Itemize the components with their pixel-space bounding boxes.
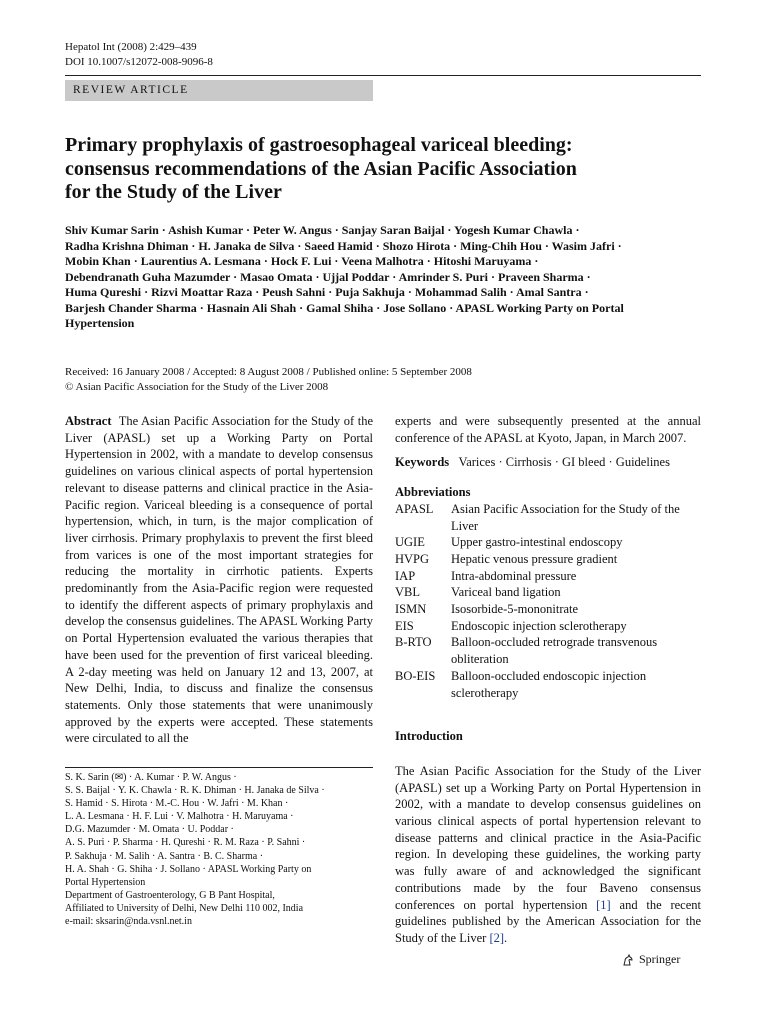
abbreviation: APASL: [395, 501, 434, 516]
abstract-left-column: [65, 413, 373, 747]
author-line: Huma Qureshi · Rizvi Moattar Raza · Peush Sahni · Puja Sakhuja · Mohammad Salih · Amal Santra ·: [65, 285, 589, 299]
abstract-continuation: experts and were subsequently presented at the annual conference of the APASL at Kyoto, Japan, in March 2007.: [395, 414, 701, 445]
keywords-label: Keywords: [395, 455, 450, 470]
abbreviation-definition: Endoscopic injection sclerotherapy: [451, 618, 627, 633]
abbreviation-item: [395, 601, 701, 618]
author-line: Hypertension: [65, 316, 135, 330]
title-line: consensus recommendations of the Asian Pacific Association: [65, 157, 577, 180]
reference-link-1[interactable]: [1]: [596, 897, 611, 912]
author-line: Debendranath Guha Mazumder · Masao Omata · Ujjal Poddar · Amrinder S. Puri · Praveen Sharma ·: [65, 269, 591, 284]
abbreviation: UGIE: [395, 535, 425, 550]
section-label: REVIEW ARTICLE: [65, 80, 373, 101]
intro-text-part: .: [504, 930, 508, 945]
abbreviation: BO-EIS: [395, 668, 436, 683]
journal-citation: Hepatol Int (2008) 2:429–439: [65, 41, 197, 53]
author-line: Radha Krishna Dhiman · H. Janaka de Silva · Saeed Hamid · Shozo Hirota · Ming-Chih Hou · Wasim Jafri ·: [65, 238, 622, 253]
abbreviations-list: [395, 501, 701, 701]
abbreviation-item: [395, 618, 701, 635]
publisher-name: Springer: [639, 952, 681, 966]
publisher-logo: [621, 952, 680, 967]
footnote-rule: [65, 767, 373, 768]
journal-header: [65, 40, 213, 70]
article-history: [65, 365, 705, 394]
abbreviation-item: [395, 551, 701, 568]
footnote-line: Department of Gastroenterology, G B Pant Hospital,: [65, 889, 275, 901]
abbreviation-definition: Asian Pacific Association for the Study of the Liver: [451, 501, 680, 533]
abbreviation: B-RTO: [395, 635, 432, 650]
abbreviation: ISMN: [395, 602, 427, 617]
introduction-heading: Introduction: [395, 729, 463, 744]
footnote-line: P. Sakhuja · M. Salih · A. Santra · B. C. Sharma ·: [65, 850, 264, 862]
title-line: Primary prophylaxis of gastroesophageal variceal bleeding:: [65, 134, 573, 156]
abbreviation-definition: Intra-abdominal pressure: [451, 568, 577, 583]
abbreviation-item: [395, 501, 701, 534]
author-line: Shiv Kumar Sarin · Ashish Kumar · Peter W. Angus · Sanjay Saran Baijal · Yogesh Kumar Chawla ·: [65, 223, 580, 237]
springer-horse-icon: [621, 953, 635, 967]
footnote-line: D.G. Mazumder · M. Omata · U. Poddar ·: [65, 824, 234, 836]
abbreviation-definition: Hepatic venous pressure gradient: [451, 551, 618, 566]
header-rule: [65, 75, 701, 76]
abbreviation-item: [395, 568, 701, 585]
author-line: Mobin Khan · Laurentius A. Lesmana · Hock F. Lui · Veena Malhotra · Hitoshi Maruyama ·: [65, 254, 539, 268]
keywords-text: Varices · Cirrhosis · GI bleed · Guidelines: [458, 455, 670, 470]
footnote-line: S. K. Sarin (✉) · A. Kumar · P. W. Angus ·: [65, 772, 237, 783]
abbreviation-definition: Isosorbide-5-mononitrate: [451, 602, 579, 617]
abbreviation: IAP: [395, 568, 416, 583]
article-title: [65, 134, 705, 205]
dates-line: Received: 16 January 2008 / Accepted: 8 August 2008 / Published online: 5 September 2008: [65, 366, 472, 378]
author-line: Barjesh Chander Sharma · Hasnain Ali Shah · Gamal Shiha · Jose Sollano · APASL Working Party on Portal: [65, 300, 624, 315]
intro-text-part: and the recent guidelines published by the American Association for the Study of the Liver: [395, 897, 701, 945]
reference-link-2[interactable]: [2]: [489, 930, 505, 945]
footnote-line: Affiliated to University of Delhi, New Delhi 110 002, India: [65, 902, 304, 914]
abstract-text: The Asian Pacific Association for the Study of the Liver (APASL) set up a Working Party on Portal Hypertension in 2002, with a mandate to develop consensus guidelines on various clinical aspects of portal hypertension relevant to disease patterns and clinical practice in the Asia-Pacific region. Variceal bleeding is a consequence of portal hypertension, which, in turn, is the major complication of liver cirrhosis. Primary prophylaxis to prevent the first bleed from varices is one of the most important strategies for reducing the mortality in cirrhotic patients. Experts predominantly from the Asia-Pacific region were requested to identify the different aspects of primary prophylaxis and develop the consensus guidelines. The APASL Working Party on Portal Hypertension evaluated the various therapies that have been used for the prevention of first variceal bleeding. A 2-day meeting was held on January 12 and 13, 2007, at New Delhi, India, to discuss and finalize the consensus statements. Only those statements that were unanimously approved by the experts were accepted. These statements were circulated to all the: [65, 414, 374, 746]
title-line: for the Study of the Liver: [65, 181, 282, 203]
footnote-line: A. S. Puri · P. Sharma · H. Qureshi · R. M. Raza · P. Sahni ·: [65, 837, 306, 849]
abbreviations-heading: Abbreviations: [395, 485, 471, 500]
abbreviation-item: [395, 534, 701, 551]
abbreviation-definition: Balloon-occluded retrograde transvenous obliteration: [451, 635, 658, 667]
abbreviation-definition: Balloon-occluded endoscopic injection sclerotherapy: [451, 668, 647, 700]
abbreviation-item: [395, 634, 701, 667]
affiliation-footnote: [65, 771, 373, 928]
footnote-line: H. A. Shah · G. Shiha · J. Sollano · APASL Working Party on: [65, 863, 312, 875]
footnote-line: S. S. Baijal · Y. K. Chawla · R. K. Dhiman · H. Janaka de Silva ·: [65, 785, 325, 797]
abbreviation-definition: Variceal band ligation: [451, 585, 561, 600]
abbreviation: HVPG: [395, 551, 430, 566]
right-column: [395, 413, 701, 947]
footnote-line: L. A. Lesmana · H. F. Lui · V. Malhotra · H. Maruyama ·: [65, 811, 294, 823]
intro-text-part: The Asian Pacific Association for the Study of the Liver (APASL) set up a Working Party on Portal Hypertension in 2002, with a mandate to develop consensus guidelines on various clinical aspects of portal hypertension relevant to disease patterns and clinical practice in the Asia-Pacific region. In developing these guidelines, the working party was fully aware of and acknowledged the significant contributions made by the four Baveno consensus conferences on portal hypertension: [395, 763, 701, 912]
abbreviation: EIS: [395, 618, 414, 633]
author-list: [65, 223, 705, 332]
doi[interactable]: DOI 10.1007/s12072-008-9096-8: [65, 56, 213, 68]
abbreviation-definition: Upper gastro-intestinal endoscopy: [451, 535, 623, 550]
abbreviation-item: [395, 668, 701, 701]
keywords: [395, 454, 701, 471]
copyright-line: © Asian Pacific Association for the Study of the Liver 2008: [65, 380, 329, 393]
footnote-line: Portal Hypertension: [65, 876, 146, 888]
abbreviation: VBL: [395, 585, 420, 600]
abbreviation-item: [395, 584, 701, 601]
introduction-text: [395, 763, 701, 947]
email-line[interactable]: e-mail: sksarin@nda.vsnl.net.in: [65, 916, 192, 928]
abstract-heading: Abstract: [65, 414, 112, 428]
footnote-line: S. Hamid · S. Hirota · M.-C. Hou · W. Jafri · M. Khan ·: [65, 798, 289, 810]
